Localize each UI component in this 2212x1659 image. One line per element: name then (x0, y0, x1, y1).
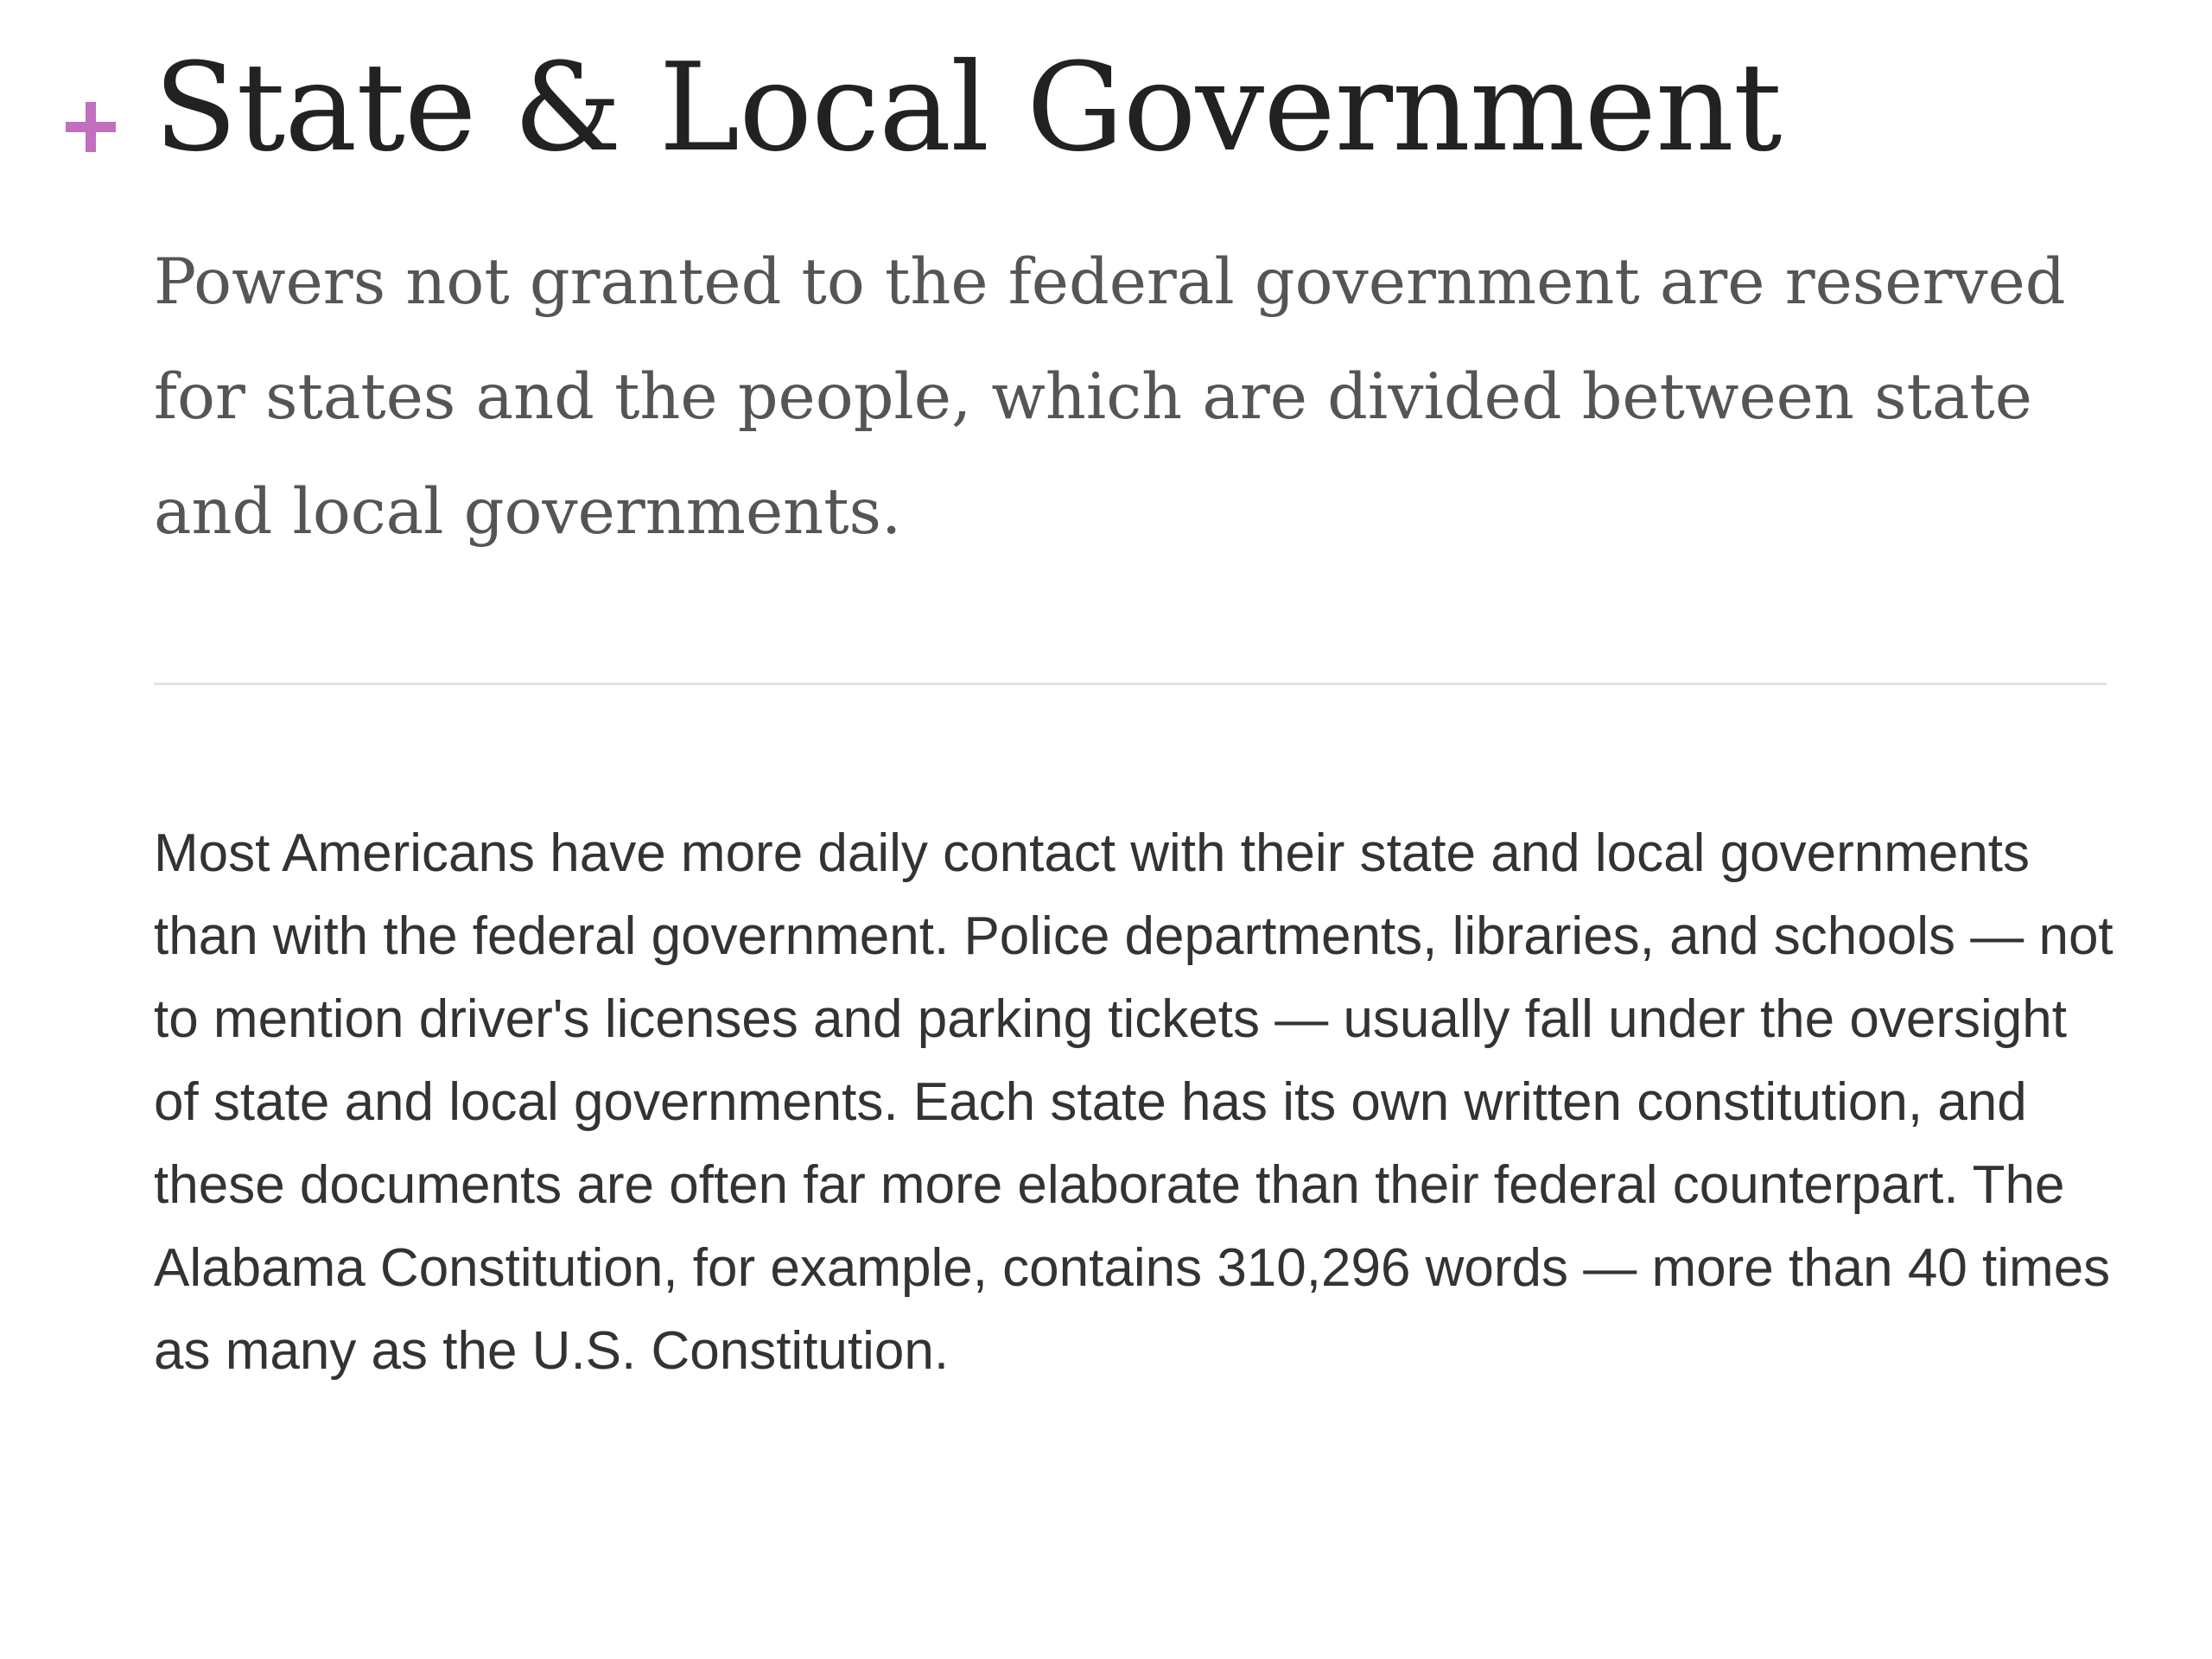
section-body-text: Most Americans have more daily contact with their state and local governments than with the federal government. Police departments, libraries, and schools — not to mention driver's licenses and parking tickets — usually fall under the oversight of state and local governments. Each state has its own written constitution, and these documents are often far more elaborate than their federal counterpart. The Alabama Constitution, for example, contains 310,296 words — more than 40 times as many as the U.S. Constitution. (154, 823, 2113, 1381)
section-divider (154, 683, 2107, 685)
section-subtitle: Powers not granted to the federal government are reserved for states and the people, which are divided between state and local governments. (154, 245, 2066, 549)
section-title[interactable]: State & Local Government (154, 37, 1782, 179)
plus-icon[interactable] (60, 97, 121, 157)
plus-icon-graphic (60, 97, 121, 157)
